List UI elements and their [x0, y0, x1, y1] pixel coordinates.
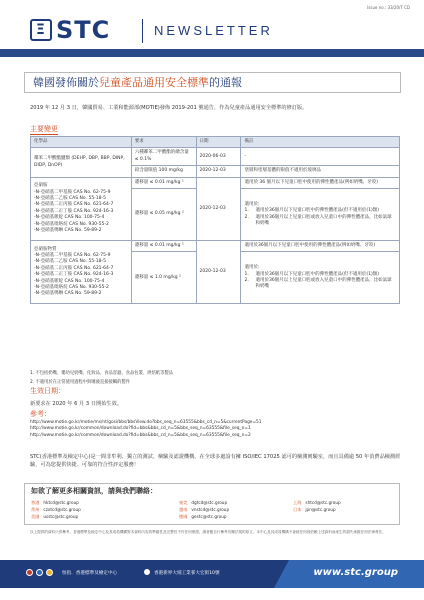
location-pin-icon: [144, 569, 150, 575]
nitrosatable-title: 亞硝胺物質: [34, 246, 57, 252]
contact-item: [293, 506, 336, 513]
remark-b-title: 適用於:: [244, 265, 260, 271]
remark-b-item: 適用於36個月以上兒童口腔或放入兒童口中的彈性體產品，比如氣球和奶嘴: [255, 277, 392, 290]
effective-date-heading: 生效日期：: [30, 387, 65, 395]
issue-number: Issue no.: 33/20/T CD: [367, 5, 410, 10]
reference-link[interactable]: http://www.motie.go.kr/common/download.do?fid=bbs&bbs_cd_n=5&bbs_seq_n=63555&file_seq_n=1: [30, 426, 251, 432]
contact-email[interactable]: gestc@stc.group: [191, 514, 227, 519]
list-item: -N-亞硝基吡咯烷 CAS No. 930-55-2: [34, 221, 109, 227]
contact-item: [31, 513, 78, 520]
header-rule: [0, 49, 424, 57]
list-item: 1. 適用於36個月以下兒童口腔中的彈性體產品(但不適用於(1)類): [244, 208, 380, 214]
contact-email[interactable]: vnstcd@stc.group: [191, 507, 230, 512]
nitrosatable-date: 2020-12-03: [196, 241, 241, 304]
table-notes: [30, 370, 400, 387]
remark-b-item: 適用於36個月以下兒童口腔中的彈性體產品(但不適用於(1)類): [255, 208, 380, 214]
contact-email[interactable]: usstc@stc.group: [43, 514, 79, 519]
list-item: -N-亞硝基二正丙胺 CAS No. 621-64-7: [34, 202, 114, 208]
contact-item: [293, 499, 341, 506]
list-item: -N-亞硝基哌啶 CAS No. 100-75-4: [34, 278, 105, 284]
list-item: -N-亞硝基二甲基胺 CAS No. 62-75-9: [34, 253, 111, 259]
stc-logo-icon: Ξ: [30, 19, 52, 41]
header-divider: [142, 19, 143, 43]
nitrosamine-remark-b: [241, 189, 400, 241]
lead-requirement: 鉛含量限值 100 mg/kg: [131, 166, 196, 177]
contact-item: [179, 499, 227, 506]
reference-heading: 參考：: [30, 410, 51, 418]
contact-item: [179, 513, 227, 520]
contact-item: [31, 499, 79, 506]
header-remark: 備註: [241, 137, 400, 148]
nitrosamine-date: 2020-12-03: [196, 177, 241, 240]
phthalate-date: 2020-06-03: [196, 148, 241, 166]
reference-link[interactable]: http://www.motie.go.kr/motie/ms/nt/gosi/bbs/bbsView.do?bbs_seq_n=63555&bbs_cd_n=5&currentPage=51: [30, 420, 262, 425]
list-item: -N-亞硝基哌啶 CAS No. 100-75-4: [34, 215, 105, 221]
nitrosamine-remark-a: 適用於 36 個月以下兒童口腔中使用的彈性體產品(例如奶嘴、牙咬): [241, 177, 400, 188]
nitrosatable-requirement-b: 遷移量 ≤ 1.0 mg/kg ²: [131, 252, 196, 304]
table-row: [31, 177, 400, 188]
header-requirement: 要求: [131, 137, 196, 148]
contact-city: 上海: [293, 500, 302, 505]
contact-city: 德國: [179, 514, 188, 519]
contact-email[interactable]: hktcd@stc.group: [43, 500, 79, 505]
header-chemical: 化學品: [31, 137, 132, 148]
contact-city: 日本: [293, 507, 302, 512]
phthalate-remark: -: [241, 148, 400, 166]
stc-logo-text: STC: [56, 16, 111, 44]
brand-logo-icon: [46, 569, 53, 576]
hk-logo-icon: [26, 569, 33, 576]
list-item: -N-亞硝基二乙胺 CAS No. 55-18-5: [34, 196, 107, 202]
list-item: -N-亞硝基二正丁胺 CAS No. 924-16-3: [34, 208, 114, 214]
reference-link[interactable]: http://www.motie.go.kr/common/download.do?fid=bbs&bbs_cd_n=5&bbs_seq_n=63555&file_seq_n=2: [30, 432, 251, 438]
title-before: 韓國發佈關於: [33, 76, 99, 89]
nitrosamine-requirement-b: 遷移量 ≤ 0.05 mg/kg ²: [131, 189, 196, 241]
table-row: [31, 241, 400, 252]
footer: [0, 560, 424, 588]
lead-remark: 塗層和塗層基體的限值不適用於玻璃品: [241, 166, 400, 177]
list-item: -N-亞硝基嗎啉 CAS No. 59-89-2: [34, 291, 102, 297]
newsletter-header: [0, 13, 424, 61]
footer-website-link[interactable]: www.stc.group: [313, 567, 398, 578]
nitrosamine-requirement-a: 遷移量 ≤ 0.01 mg/kg ¹: [131, 177, 196, 188]
contact-item: [31, 506, 81, 513]
title-box: [24, 72, 401, 93]
requirements-table: [30, 136, 400, 304]
list-item: -N-亞硝基二正丙胺 CAS No. 621-64-7: [34, 265, 114, 271]
list-item: -N-亞硝基二甲基胺 CAS No. 62-75-9: [34, 189, 111, 195]
contact-city: 東莞: [179, 500, 188, 505]
page-title: [33, 76, 242, 90]
remark-b-item: 適用於36個月以上兒童口腔或放入兒童口中的彈性體產品，比如氣球和奶嘴: [255, 214, 392, 226]
title-after: 的通報: [209, 76, 242, 89]
contact-city: 美國: [31, 514, 40, 519]
nitrosatable-remark-a: 適用於36個月以下兒童口腔中使用的彈性體產品(例如奶嘴、牙咬): [241, 241, 400, 252]
nitrosatable-chemicals: [31, 241, 132, 304]
nitrosatable-remark-b: [241, 252, 400, 304]
stc-logo-icon: [36, 569, 43, 576]
phthalate-requirement: 六種鄰苯二甲酸酯的總含量 ≤ 0.1%: [131, 148, 196, 166]
lead-date: 2020-12-03: [196, 166, 241, 177]
newsletter-label: NEWSLETTER: [154, 23, 273, 38]
nitrosamine-chemicals: [31, 177, 132, 240]
contact-title: 如欲了解更多相關資訊，請與我們聯絡：: [31, 487, 157, 495]
title-highlight: 兒童產品通用安全標準: [99, 76, 209, 89]
intro-paragraph: 2019 年 12 月 3 日，韓國貿易、工業和能源部(MOTIE)發佈 2019-201 號通告，作為兒童產品通用安全標準的修訂版。: [30, 105, 308, 111]
list-item: 2. 適用於36個月以上兒童口腔或放入兒童口中的彈性體產品，比如氣球和奶嘴: [244, 277, 392, 290]
contact-city: 常州: [31, 507, 40, 512]
table-row: [31, 148, 400, 166]
list-item: -N-亞硝基嗎啉 CAS No. 59-89-2: [34, 228, 102, 234]
phthalate-chemical: 鄰苯二甲酸酯鹽類 (DEHP, DBP, BBP, DINP, DIDP, DnOP): [31, 148, 132, 177]
contact-box: [24, 483, 400, 525]
nitrosatable-requirement-a: 遷移量 ≤ 0.01 mg/kg ¹: [131, 241, 196, 252]
reference-links: [30, 420, 402, 439]
contact-city: 越南: [179, 507, 188, 512]
note-item: 1. 不包括奶嘴、嬰幼兒奶嘴、化妝品、食品容器、食品包裝、烘焙紙等製品: [30, 371, 173, 376]
remark-b-item: 適用於36個月以下兒童口腔中的彈性體產品(但不適用於(1)類): [255, 271, 380, 277]
list-item: -N-亞硝基二正丁胺 CAS No. 924-16-3: [34, 272, 114, 278]
footer-org: 恒指．香港標準及檢定中心: [62, 571, 118, 576]
stc-description: STC(香港標準及檢定中心)是一間非牟利、獨立的測試、檢驗及認證機構，在全球多處設有擁 ISO/IEC 17025 認可的檢測實驗室，而且具備逾 50 年消費品檢測經驗，可為您提供快捷、可靠的符合性評定服務！: [30, 454, 401, 468]
effective-date-text: 新要求在 2020 年 6 月 3 日開始生效。: [30, 401, 122, 407]
table-header-row: [31, 137, 400, 148]
header-date: 日期: [196, 137, 241, 148]
list-item: -N-亞硝基吡咯烷 CAS No. 930-55-2: [34, 285, 109, 291]
contact-email[interactable]: jpn@stc.group: [305, 507, 336, 512]
disclaimer: 以上提供的資料只供參考，香港標準及檢定中心及其成員機構對本資料內容的準確性及完整性不作任何保證。讀者應自行參考有關法規的原文，本中心及其成員機構不會就任何因依賴上述資料而產生的損失承擔任何法律責任。: [30, 530, 386, 534]
list-item: -N-亞硝基二乙胺 CAS No. 55-18-5: [34, 259, 107, 265]
contact-email[interactable]: czxtcd@stc.group: [43, 507, 81, 512]
note-item: 2. 不適用於在正常使用過程中與唾液直接接觸的製件: [30, 379, 130, 385]
main-changes-heading: 主要變更: [30, 125, 58, 133]
list-item: 2. 適用於36個月以上兒童口腔或放入兒童口中的彈性體產品，比如氣球和奶嘴: [244, 214, 392, 226]
contact-email[interactable]: dgtcd@stc.group: [191, 500, 228, 505]
contact-item: [179, 506, 229, 513]
nitrosamine-title: 亞硝胺: [34, 183, 48, 189]
contact-email[interactable]: shtcd@stc.group: [305, 500, 341, 505]
footer-address: 香港新界大埔工業邨大宏街10號: [154, 571, 220, 576]
remark-b-title: 適用於:: [244, 201, 260, 207]
list-item: 1. 適用於36個月以下兒童口腔中的彈性體產品(但不適用於(1)類): [244, 271, 380, 277]
contact-city: 香港: [31, 500, 40, 505]
